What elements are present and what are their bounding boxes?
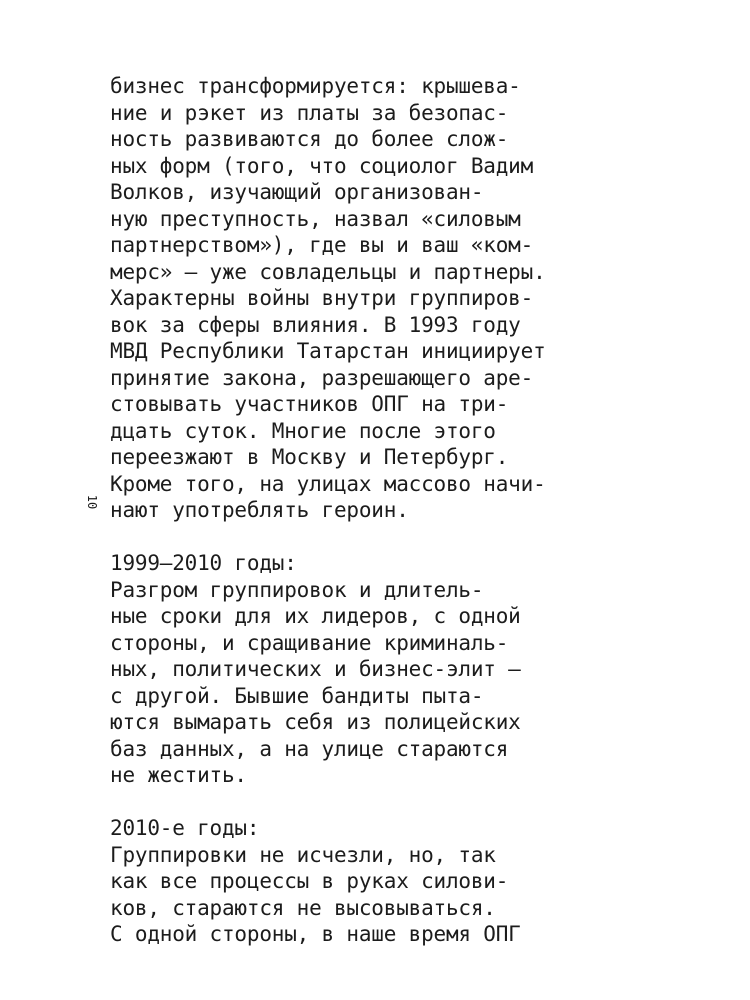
text-line: Разгром группировок и длитель- <box>110 577 484 602</box>
text-line: стороны, и сращивание криминаль- <box>110 630 509 655</box>
text-line: ность развиваются до более слож- <box>110 127 509 151</box>
text-line: партнерством»), где вы и ваш «ком- <box>110 233 534 257</box>
text-line: ние и рэкет из платы за безопас- <box>110 100 509 125</box>
text-line: ных форм (того, что социолог Вадим <box>110 153 534 178</box>
body-text <box>110 73 720 948</box>
text-line: вок за сферы влияния. В 1993 году <box>110 312 521 337</box>
text-line: нают употреблять героин. <box>110 498 409 522</box>
text-line: баз данных, а на улице стараются <box>110 736 509 761</box>
text-line: стовывать участников ОПГ на три- <box>110 392 509 416</box>
text-line: ков, стараются не высовываться. <box>110 895 496 920</box>
text-line: ную преступность, назвал «силовым <box>110 206 521 231</box>
text-line: мерс» — уже совладельцы и партнеры. <box>110 259 546 284</box>
text-line: ных, политических и бизнес-элит — <box>110 657 521 681</box>
text-line: С одной стороны, в наше время ОПГ <box>110 922 521 946</box>
paragraph-gap <box>110 789 720 816</box>
section-heading: 2010-е годы: <box>110 816 260 840</box>
text-line: как все процессы в руках силови- <box>110 869 509 893</box>
text-line: бизнес трансформируется: крышева- <box>110 74 521 98</box>
text-line: МВД Республики Татарстан инициирует <box>110 339 546 363</box>
text-line: Кроме того, на улицах массово начи- <box>110 471 546 496</box>
text-line: не жестить. <box>110 763 247 787</box>
text-line: ные сроки для их лидеров, с одной <box>110 604 521 628</box>
section-heading: 1999–2010 годы: <box>110 551 297 575</box>
text-line: ются вымарать себя из полицейских <box>110 710 521 734</box>
text-line: Волков, изучающий организован- <box>110 180 484 204</box>
text-line: с другой. Бывшие бандиты пыта- <box>110 683 484 708</box>
text-line: принятие закона, разрешающего аре- <box>110 365 534 390</box>
page-number: 10 <box>85 494 99 510</box>
paragraph-gap <box>110 524 720 551</box>
text-line: дцать суток. Многие после этого <box>110 418 496 443</box>
text-line: переезжают в Москву и Петербург. <box>110 445 509 469</box>
text-line: Характерны войны внутри группиров- <box>110 286 534 310</box>
text-line: Группировки не исчезли, но, так <box>110 842 496 867</box>
